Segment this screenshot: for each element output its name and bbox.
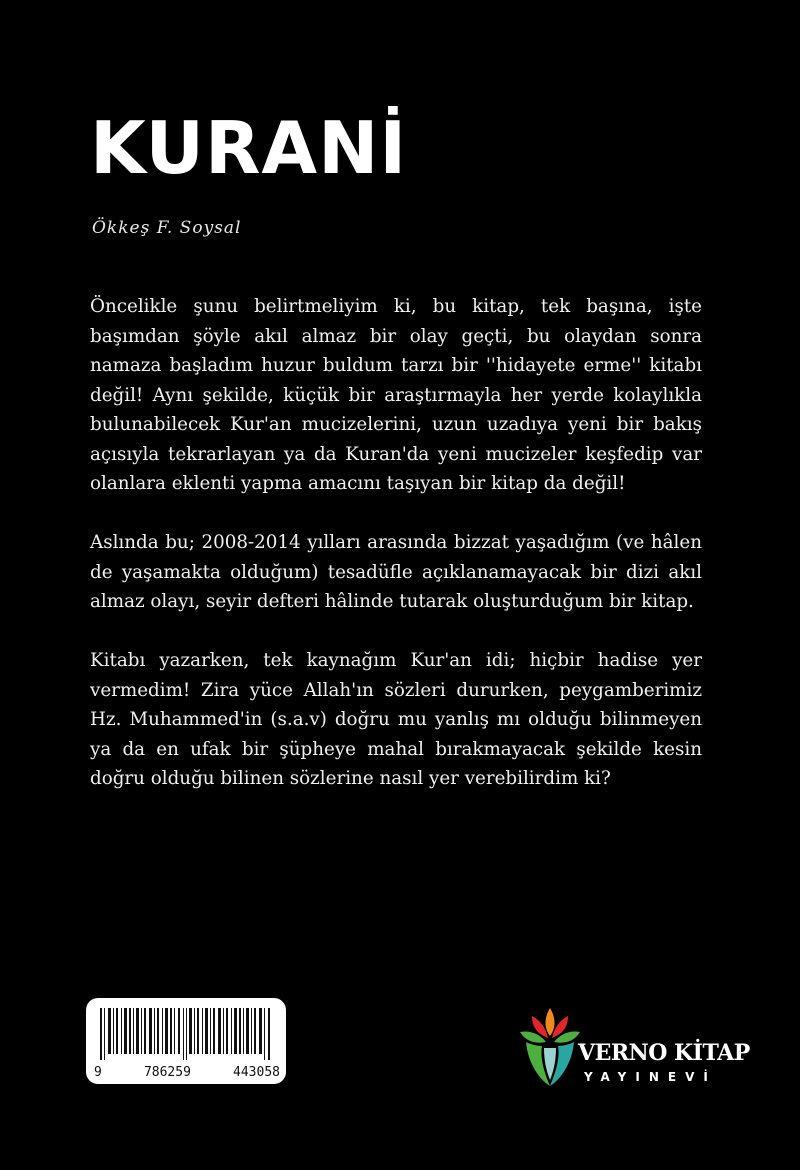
isbn-first-digit: 9 <box>94 1065 102 1080</box>
publisher-logo <box>518 1002 758 1098</box>
blurb-text <box>90 292 702 823</box>
flower-icon <box>518 1002 582 1098</box>
barcode-bars <box>100 1008 272 1060</box>
isbn-left-digits: 786259 <box>143 1065 191 1080</box>
blurb-paragraph-3: Kitabı yazarken, tek kaynağım Kur'an idi; hiçbir hadise yer vermedim! Zira yüce Allah'ın sözleri dururken, peygamberimiz Hz. Muhammed'in (s.a.v) doğru mu yanlış mı olduğu bilinmeyen ya da en ufak bir şüpheye mahal bırakmayacak şekilde kesin doğru olduğu bilinen sözlerine nasıl yer verebilirdim ki? <box>90 650 702 789</box>
isbn-number <box>94 1065 280 1080</box>
author-name: Ökkeş F. Soysal <box>92 218 242 238</box>
isbn-right-digits: 443058 <box>233 1065 280 1080</box>
publisher-name: VERNO KİTAP <box>578 1040 750 1066</box>
book-title: KURANİ <box>90 106 408 190</box>
blurb-paragraph-1: Öncelikle şunu belirtmeliyim ki, bu kitap, tek başına, işte başımdan şöyle akıl almaz bir olay geçti, bu olaydan sonra namaza başladım huzur buldum tarzı bir ''hidayete erme'' kitabı değil! Aynı şekilde, küçük bir araştırmayla her yerde kolaylıkla bulunabilecek Kur'an mucizelerini, uzun uzadıya yeni bir bakış açısıyla tekrarlayan ya da Kuran'da yeni mucizeler keşfedip var olanlara eklenti yapma amacını taşıyan bir kitap da değil! <box>90 296 702 494</box>
publisher-subtitle: YAYINEVİ <box>584 1070 717 1084</box>
blurb-paragraph-2: Aslında bu; 2008-2014 yılları arasında bizzat yaşadığım (ve hâlen de yaşamakta olduğum) tesadüfle açıklanamayacak bir dizi akıl almaz olayı, seyir defteri hâlinde tutarak oluşturduğum bir kitap. <box>90 532 702 612</box>
isbn-barcode <box>86 998 286 1084</box>
